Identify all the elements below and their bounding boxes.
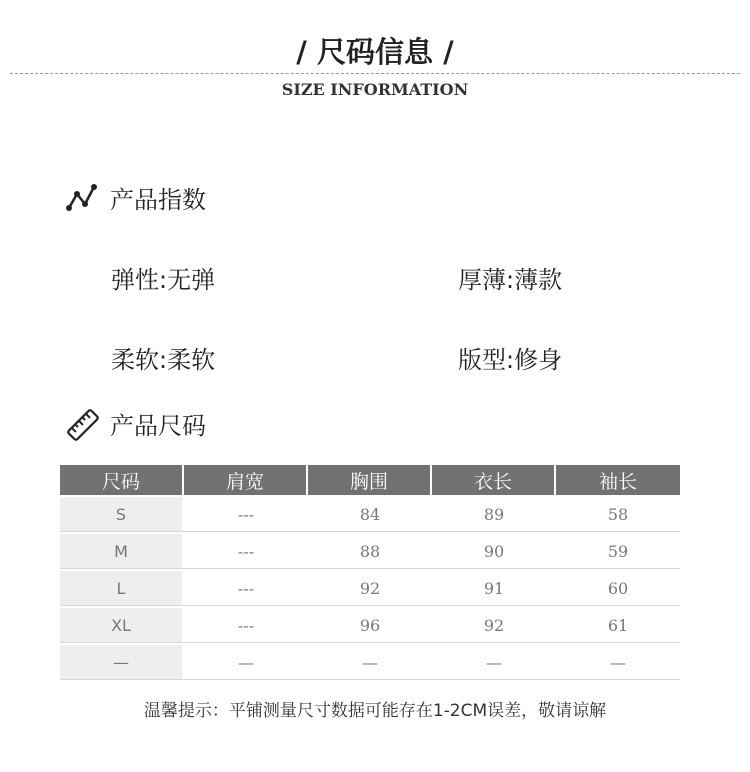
dashed-divider <box>10 73 740 74</box>
attr-softness: 柔软:柔软 <box>111 346 216 374</box>
chest-cell: 84 <box>359 504 381 524</box>
chest-cell: 92 <box>359 578 381 598</box>
length-cell: 89 <box>483 504 505 524</box>
sleeve-cell: 61 <box>607 615 629 635</box>
product-index-title: 产品指数 <box>110 186 206 214</box>
page-title: / 尺码信息 / <box>296 35 454 69</box>
ruler-icon <box>66 408 98 440</box>
size-cell: — <box>60 645 182 679</box>
page-subtitle: SIZE INFORMATION <box>281 80 469 99</box>
table-row <box>60 608 680 643</box>
attr-elasticity: 弹性:无弹 <box>111 266 216 294</box>
sleeve-cell: 58 <box>607 504 629 524</box>
product-index-heading <box>66 180 206 215</box>
chest-cell: 96 <box>359 615 381 635</box>
column-header: 袖长 <box>556 465 680 495</box>
shoulder-cell: --- <box>237 541 255 561</box>
product-size-heading <box>66 406 206 441</box>
size-table <box>60 465 680 680</box>
table-row <box>60 571 680 606</box>
chest-cell: — <box>362 652 378 672</box>
sleeve-cell: 60 <box>607 578 629 598</box>
length-cell: 91 <box>483 578 505 598</box>
table-row <box>60 534 680 569</box>
product-size-title: 产品尺码 <box>110 412 206 440</box>
measurement-note: 温馨提示：平铺测量尺寸数据可能存在1-2CM误差，敬请谅解 <box>143 701 607 721</box>
column-header: 肩宽 <box>184 465 306 495</box>
table-row <box>60 497 680 532</box>
length-cell: 90 <box>483 541 505 561</box>
size-cell: L <box>60 571 182 605</box>
size-cell: S <box>60 497 182 531</box>
column-header: 衣长 <box>432 465 554 495</box>
shoulder-cell: --- <box>237 504 255 524</box>
trend-line-icon <box>66 182 98 214</box>
size-table-header <box>60 465 680 495</box>
sleeve-cell: — <box>610 652 626 672</box>
length-cell: 92 <box>483 615 505 635</box>
column-header: 尺码 <box>60 465 182 495</box>
shoulder-cell: --- <box>237 615 255 635</box>
attr-thickness: 厚薄:薄款 <box>458 266 563 294</box>
shoulder-cell: — <box>238 652 254 672</box>
sleeve-cell: 59 <box>607 541 629 561</box>
chest-cell: 88 <box>359 541 381 561</box>
shoulder-cell: --- <box>237 578 255 598</box>
attr-fit: 版型:修身 <box>458 346 563 374</box>
size-cell: M <box>60 534 182 568</box>
size-cell: XL <box>60 608 182 642</box>
column-header: 胸围 <box>308 465 430 495</box>
table-row <box>60 645 680 680</box>
length-cell: — <box>486 652 502 672</box>
